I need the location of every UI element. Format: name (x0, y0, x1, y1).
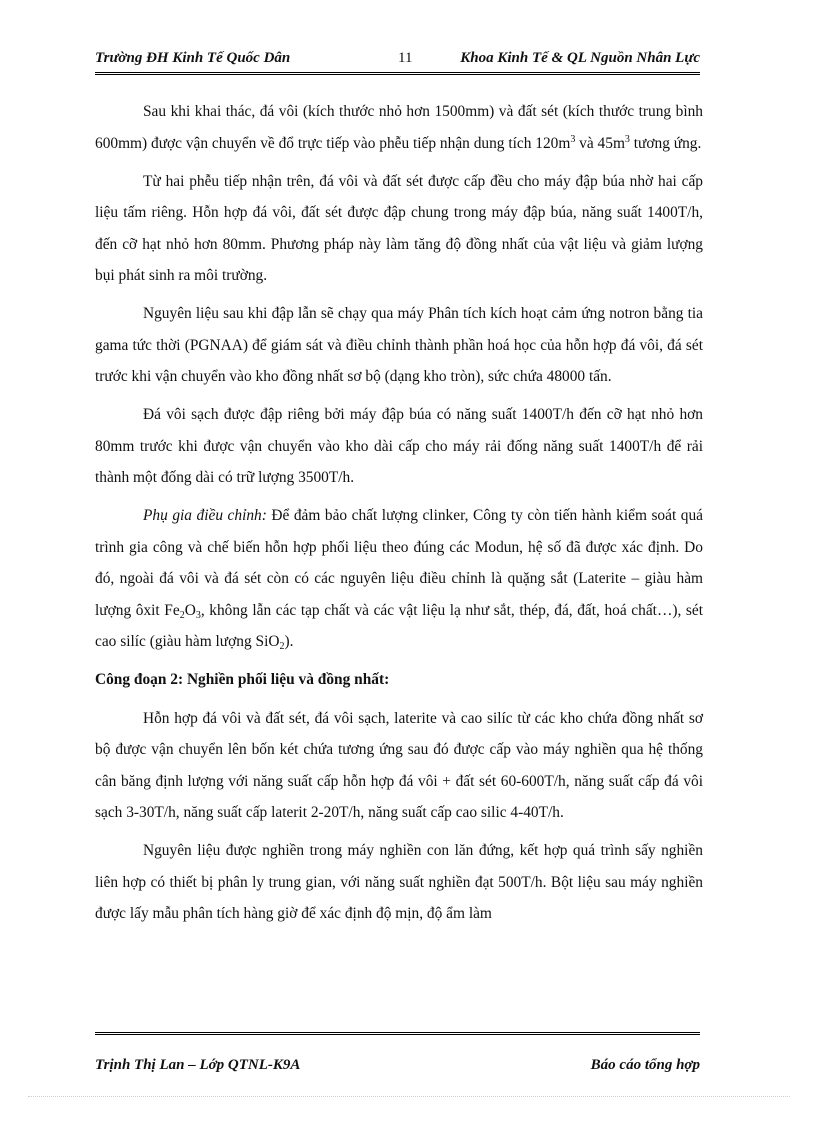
paragraph-1: Sau khi khai thác, đá vôi (kích thước nhỏ hơn 1500mm) và đất sét (kích thước trung bình 600mm) được vận chuyển về đổ trực tiếp vào phễu tiếp nhận dung tích $120m^3$ và $45m^3$ tương ứng. (95, 103, 703, 152)
page-number: 11 (398, 50, 413, 66)
additive-label: Phụ gia điều chỉnh: (143, 507, 267, 524)
header-department: Khoa Kinh Tế & QL Nguồn Nhân Lực (460, 50, 700, 66)
section-heading: Công đoạn 2: Nghiền phối liệu và đồng nhất: (95, 671, 390, 688)
paragraph-6: Hỗn hợp đá vôi và đất sét, đá vôi sạch, laterite và cao silíc từ các kho chứa đồng nhất sơ bộ được vận chuyển lên bốn két chứa tương ứng sau đó được cấp vào máy nghiền qua hệ thống cân băng định lượng với năng suất cấp hỗn hợp đá vôi + đất sét 60-600T/h, năng suất cấp đá vôi sạch 3-30T/h, năng suất cấp laterit 2-20T/h, năng suất cấp cao silic 4-40T/h. (95, 709, 703, 821)
header-school: Trường ĐH Kinh Tế Quốc Dân (95, 50, 291, 66)
page-header (95, 50, 700, 75)
paragraph-7: Nguyên liệu được nghiền trong máy nghiền con lăn đứng, kết hợp quá trình sấy nghiền liên hợp có thiết bị phân ly trung gian, với năng suất nghiền đạt 500T/h. Bột liệu sau máy nghiền được lấy mẫu phân tích hàng giờ để xác định độ mịn, độ ẩm làm (95, 842, 703, 922)
page-footer (95, 1032, 700, 1073)
paragraph-5: Phụ gia điều chỉnh: Để đảm bảo chất lượng clinker, Công ty còn tiến hành kiểm soát quá trình gia công và chế biến hỗn hợp phối liệu theo đúng các Modun, hệ số đã được xác định. Do đó, ngoài đá vôi và đá sét còn có các nguyên liệu điều chỉnh là quặng sắt (Laterite – giàu hàm lượng ôxit $Fe_2O_3$, không lẫn các tạp chất và các vật liệu lạ như sắt, thép, đá, đất, hoá chất…), sét cao silíc (giàu hàm lượng SiO$_2$). (95, 507, 703, 652)
paragraph-2: Từ hai phễu tiếp nhận trên, đá vôi và đất sét được cấp đều cho máy đập búa nhờ hai cấp liệu tấm riêng. Hỗn hợp đá vôi, đất sét được đập chung trong máy đập búa, năng suất 1400T/h, đến cỡ hạt nhỏ hơn 80mm. Phương pháp này làm tăng độ đồng nhất của vật liệu và giảm lượng bụi phát sinh ra môi trường. (95, 172, 703, 284)
page-edge-divider (28, 1096, 790, 1097)
paragraph-4: Đá vôi sạch được đập riêng bởi máy đập búa có năng suất 1400T/h đến cỡ hạt nhỏ hơn 80mm trước khi được vận chuyển vào kho dài cấp cho máy rải đống năng suất 1400T/h để rải thành một đống dài có trữ lượng 3500T/h. (95, 406, 703, 486)
footer-report-type: Báo cáo tổng hợp (590, 1057, 700, 1073)
page-body (95, 96, 703, 936)
footer-author: Trịnh Thị Lan – Lớp QTNL-K9A (95, 1057, 301, 1073)
paragraph-3: Nguyên liệu sau khi đập lẫn sẽ chạy qua máy Phân tích kích hoạt cảm ứng notron bằng tia gama tức thời (PGNAA) để giám sát và điều chỉnh thành phần hoá học của hỗn hợp đá vôi, đá sét trước khi vận chuyển vào kho đồng nhất sơ bộ (dạng kho tròn), sức chứa 48000 tấn. (95, 305, 703, 385)
